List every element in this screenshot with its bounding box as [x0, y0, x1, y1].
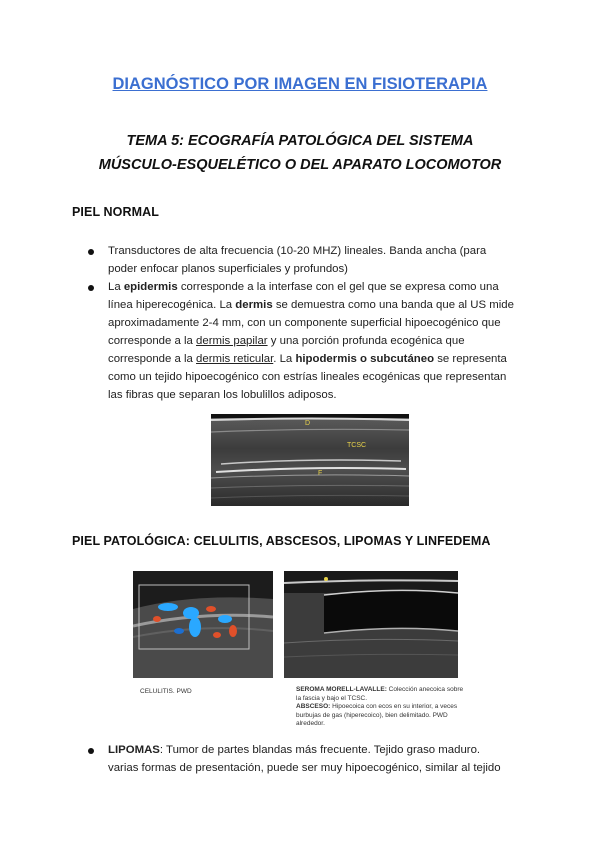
label-d: D — [305, 420, 311, 427]
label-f: F — [318, 470, 323, 477]
caption-celulitis: CELULITIS. PWD — [140, 688, 192, 695]
topic-title-line-2: MÚSCULO-ESQUELÉTICO O DEL APARATO LOCOMOTOR — [98, 157, 502, 173]
label-tcsc: TCSC — [347, 442, 367, 449]
topic-title-line-1: TEMA 5: ECOGRAFÍA PATOLÓGICA DEL SISTEMA — [126, 133, 474, 149]
section-heading-piel-normal: PIEL NORMAL — [72, 205, 159, 219]
cellulitis-doppler-graphic — [133, 571, 273, 678]
bullet-dot — [88, 748, 94, 754]
bullet-dot — [88, 249, 94, 255]
document-title: DIAGNÓSTICO POR IMAGEN EN FISIOTERAPIA — [112, 75, 488, 93]
caption-seroma-absceso: SEROMA MORELL-LAVALLE: Colección anecoica sobre la fascia y bajo el TCSC. ABSCESO: Hipoecoica con ecos en su interior, a veces burbujas de gas (hiperecoico), bien delimitado. PWD alrededor. — [296, 686, 464, 727]
ultrasound-cellulitis-image — [133, 571, 273, 678]
ultrasound-normal-skin-graphic — [211, 414, 409, 506]
bullet-lipomas: LIPOMAS: Tumor de partes blandas más frecuente. Tejido graso maduro. varias formas de presentación, puede ser muy hipoecogénico, similar al tejido — [108, 744, 501, 774]
bullet-transductores: Transductores de alta frecuencia (10-20 MHZ) lineales. Banda ancha (para poder enfocar planos superficiales y profundos) — [108, 245, 487, 275]
ultrasound-seroma-image — [284, 571, 458, 678]
bullet-dot — [88, 285, 94, 291]
seroma-graphic — [284, 571, 458, 678]
section-heading-piel-patologica: PIEL PATOLÓGICA: CELULITIS, ABSCESOS, LIPOMAS Y LINFEDEMA — [72, 534, 491, 548]
bullet-epidermis: La epidermis corresponde a la interfase con el gel que se expresa como una línea hiperecogénica. La dermis se demuestra como una banda que al US mide aproximadamente 2-4 mm, con un componente superficial hipoecogénico que corresponde a la dermis papilar y una porción profunda ecogénica que corresponde a la dermis reticular. La hipodermis o subcutáneo se representa como un tejido hipoecogénico con estrías lineales ecogénicas que representan las fibras que separan los lobulillos adiposos. — [108, 281, 514, 401]
ultrasound-normal-skin-image — [211, 414, 409, 506]
